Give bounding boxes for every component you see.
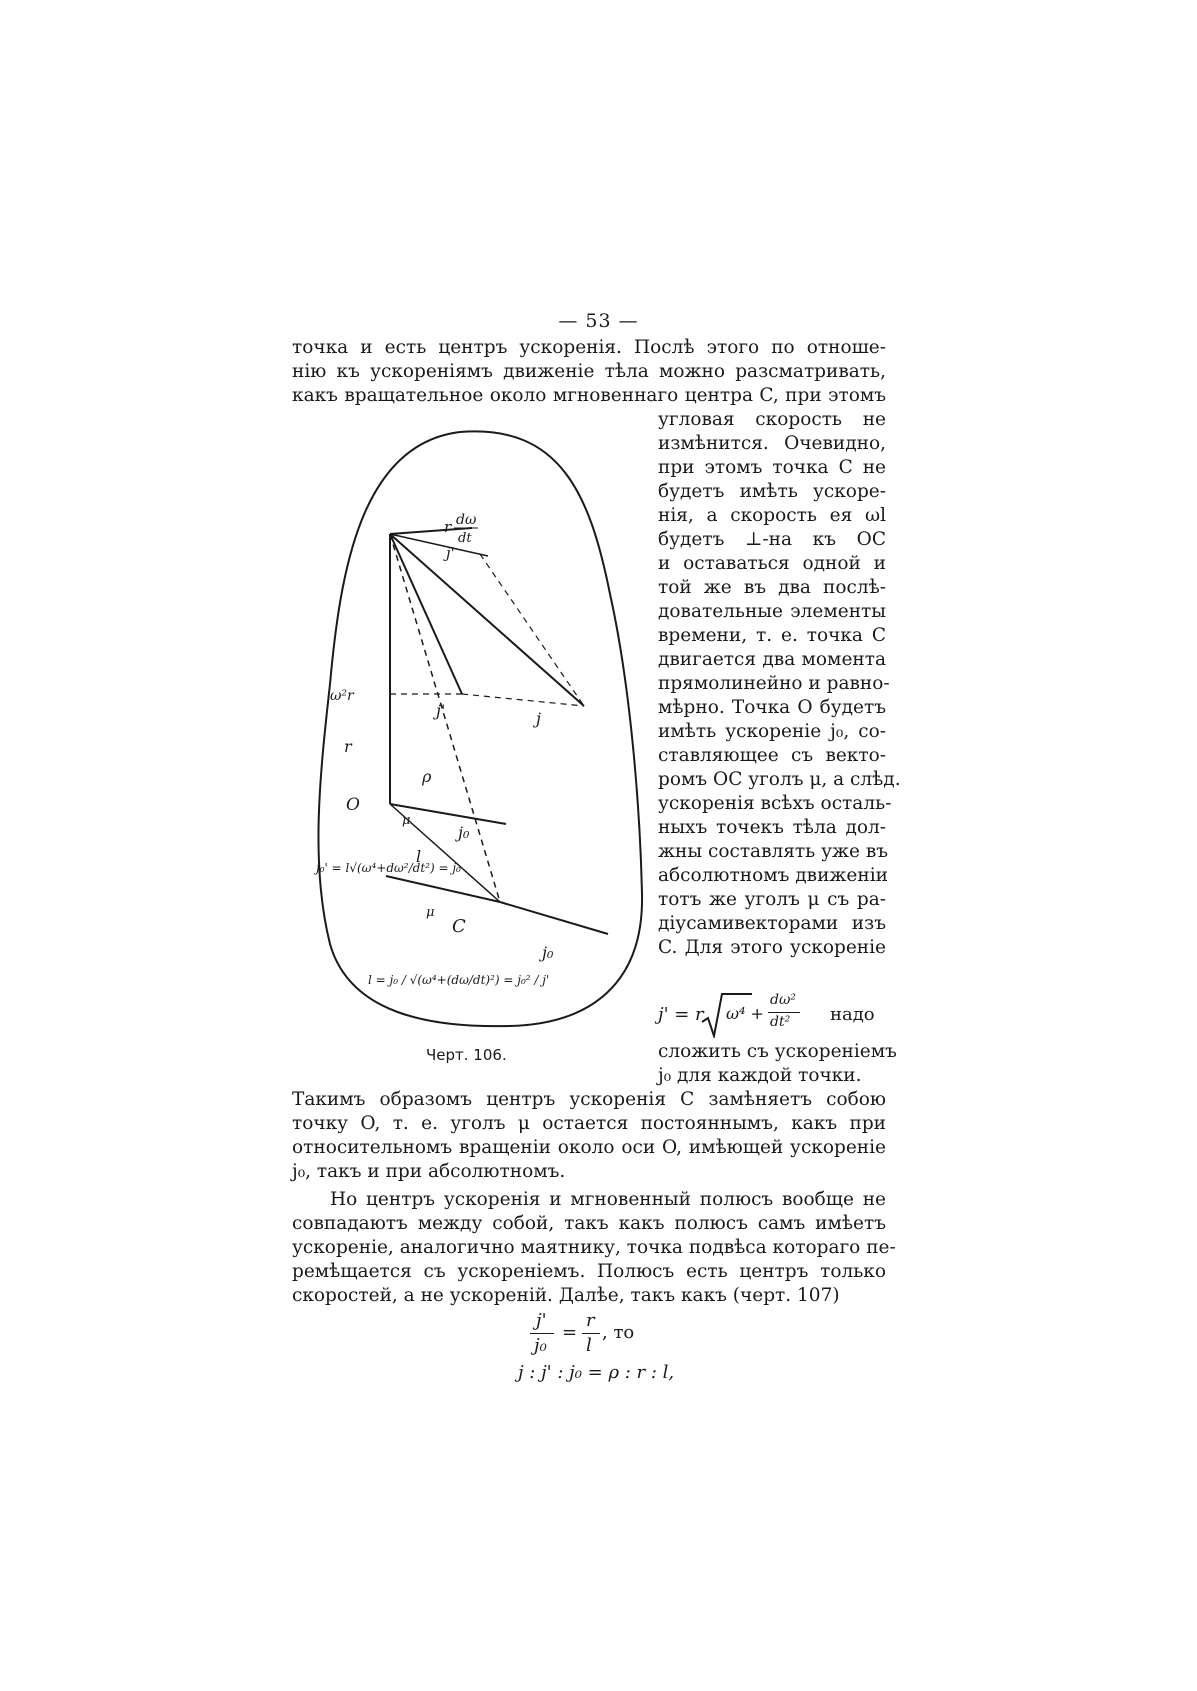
fig-label: j₀ <box>458 823 470 842</box>
text-line: двигается два момента <box>658 649 886 670</box>
text-line: ремѣщается съ ускореніемъ. Полюсъ есть центръ только <box>292 1261 886 1282</box>
text-line: прямолинейно и равно- <box>658 673 890 694</box>
fig-label: j' <box>436 701 446 720</box>
fig-label: l = j₀ / √(ω⁴+(dω/dt)²) = j₀² / j' <box>368 973 550 987</box>
equation-2: j : j' : j₀ = ρ : r : l, <box>518 1362 675 1383</box>
fig-label: μ <box>402 813 411 828</box>
fig-label: ω²r <box>330 688 354 704</box>
formula-lhs: j' = r <box>658 1004 704 1025</box>
fig-label: O <box>346 795 360 815</box>
text-line: Такимъ образомъ центръ ускоренія C замѣняетъ собою <box>292 1089 886 1110</box>
text-line: абсолютномъ движеніи <box>658 865 888 886</box>
fig-label: j₀' = l√(ω⁴+dω²/dt²) = j₀ <box>316 861 461 875</box>
text-line: ускоренія всѣхъ осталь- <box>658 793 892 814</box>
fig-label: j' <box>446 544 455 562</box>
text-line: и оставаться одной и <box>658 553 886 574</box>
text-line: j₀ для каждой точки. <box>658 1065 862 1086</box>
fig-label: j₀ <box>542 943 554 962</box>
page-number: — 53 — <box>558 310 639 332</box>
text-line: ныхъ точекъ тѣла дол- <box>658 817 886 838</box>
text-line: C. Для этого ускореніе <box>658 937 886 958</box>
text-line: Но центръ ускоренія и мгновенный полюсъ вообще не <box>330 1189 886 1210</box>
text-line: точку O, т. е. уголъ μ остается постояннымъ, какъ при <box>292 1113 886 1134</box>
text-line: будетъ имѣть ускоре- <box>658 481 886 502</box>
formula-tail: надо <box>830 1004 875 1025</box>
text-line: тотъ же уголъ μ съ ра- <box>658 889 886 910</box>
text-line: какъ вращательное около мгновеннаго центра C, при этомъ <box>292 385 886 406</box>
text-line: той же въ два послѣ- <box>658 577 886 598</box>
text-line: ускореніе, аналогично маятнику, точка подвѣса котораго пе- <box>292 1237 896 1258</box>
frac-den: dt² <box>770 1014 791 1030</box>
fig-label: r <box>444 518 452 536</box>
text-line: j₀, такъ и при абсолютномъ. <box>292 1161 566 1182</box>
figure-106 <box>310 424 656 1034</box>
text-line: совпадаютъ между собой, такъ какъ полюсъ самъ имѣетъ <box>292 1213 886 1234</box>
fig-label: dω <box>456 512 477 528</box>
text-line: будетъ ⊥-на къ OC <box>658 529 886 550</box>
text-line: скоростей, а не ускореній. Далѣе, такъ какъ (черт. 107) <box>292 1285 840 1306</box>
text-line: при этомъ точка C не <box>658 457 886 478</box>
text-line: ставляющее съ векто- <box>658 745 886 766</box>
body-outline <box>318 431 642 1026</box>
radicand: ω⁴ + <box>726 1004 764 1023</box>
text-line: угловая скорость не <box>658 409 886 430</box>
text-line: нію къ ускореніямъ движеніе тѣла можно разсматривать, <box>292 361 886 382</box>
fig-label: μ <box>426 905 435 920</box>
fig-label: j <box>536 709 541 728</box>
figure-caption: Черт. 106. <box>426 1046 507 1064</box>
text-line: мѣрно. Точка O будетъ <box>658 697 886 718</box>
text-line: жны составлять уже въ <box>658 841 889 862</box>
text-line: измѣнится. Очевидно, <box>658 433 886 454</box>
equation-1: j' j₀ = r l , то <box>530 1310 670 1364</box>
side-formula <box>658 992 886 1040</box>
frac-num: dω² <box>770 992 796 1008</box>
text-line: имѣть ускореніе j₀, со- <box>658 721 886 742</box>
text-line: нія, а скорость ея ωl <box>658 505 886 526</box>
text-line: сложить съ ускореніемъ <box>658 1041 897 1062</box>
fig-label: l <box>416 847 422 866</box>
text-line: довательные элементы <box>658 601 886 622</box>
text-line: относительномъ вращеніи около оси O, имѣющей ускореніе <box>292 1137 886 1158</box>
fig-label: ρ <box>422 767 432 786</box>
fig-label: dt <box>458 531 472 546</box>
text-line: діусамивекторами изъ <box>658 913 886 934</box>
fig-label: C <box>452 916 466 937</box>
fig-label: r <box>344 737 352 756</box>
text-line: времени, т. е. точка C <box>658 625 886 646</box>
text-line: точка и есть центръ ускоренія. Послѣ этого по отноше- <box>292 337 886 358</box>
text-line: ромъ OC уголъ μ, а слѣд. <box>658 769 901 790</box>
